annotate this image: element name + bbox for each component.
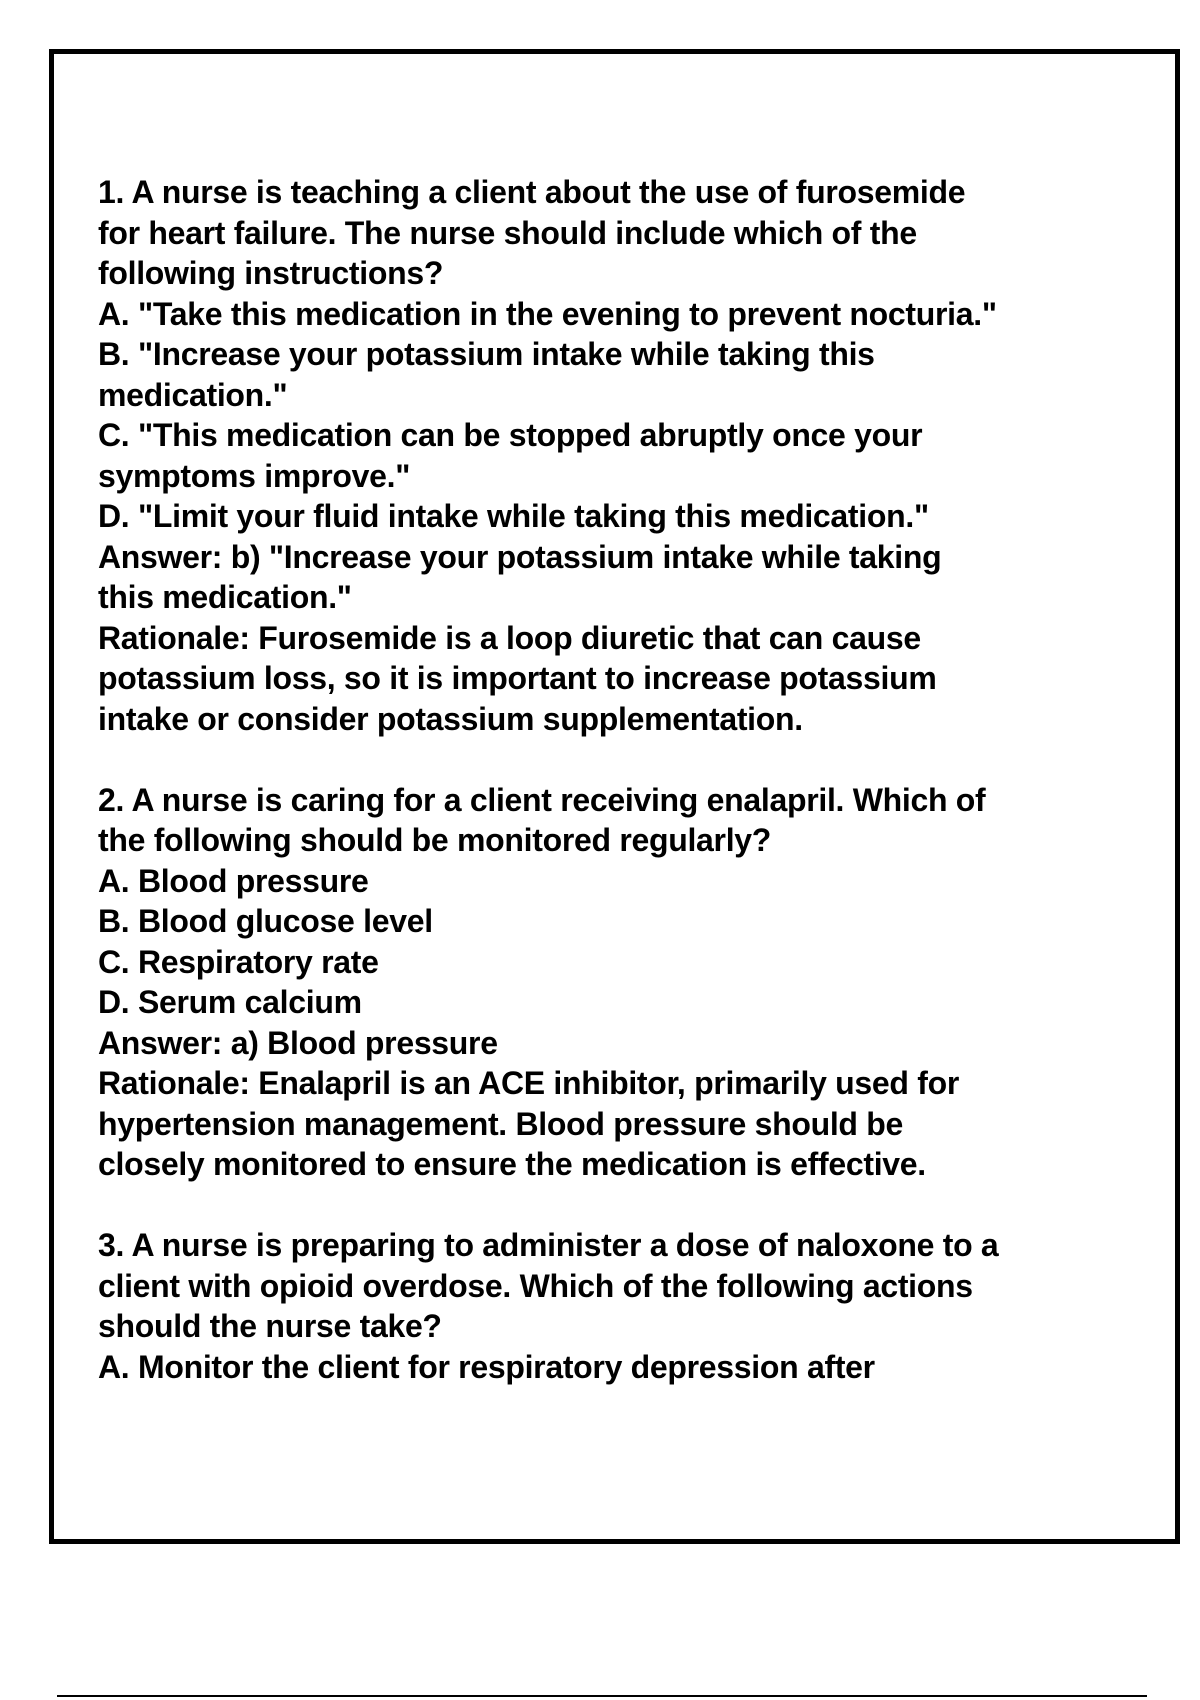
question-1: [98, 172, 1098, 739]
question-spacer: [98, 739, 1098, 780]
question-2-option-a: A. Blood pressure: [98, 862, 369, 899]
question-1-option-b: medication.": [98, 376, 288, 413]
question-2-option-b: B. Blood glucose level: [98, 903, 433, 939]
question-1-answer: this medication.": [98, 579, 352, 615]
question-1-answer: Answer: b) "Increase your potassium intake while taking: [98, 538, 942, 575]
question-2-option-d: D. Serum calcium: [98, 984, 362, 1020]
question-3-stem-line: client with opioid overdose. Which of the following actions: [98, 1267, 973, 1304]
question-3-stem-line: should the nurse take?: [98, 1308, 442, 1344]
question-2-rationale: closely monitored to ensure the medication is effective.: [98, 1146, 926, 1182]
question-2-rationale: Rationale: Enalapril is an ACE inhibitor, primarily used for: [98, 1065, 959, 1101]
question-3-stem-line: 3. A nurse is preparing to administer a dose of naloxone to a: [98, 1227, 999, 1263]
question-1-option-d: D. "Limit your fluid intake while taking this medication.": [98, 498, 929, 534]
question-1-option-c: C. "This medication can be stopped abruptly once your: [98, 417, 923, 453]
document-content: [98, 172, 1098, 1387]
question-1-rationale: Rationale: Furosemide is a loop diuretic that can cause: [98, 619, 921, 656]
question-1-stem-line: following instructions?: [98, 255, 444, 291]
question-spacer: [98, 1185, 1098, 1226]
question-2: [98, 780, 1098, 1185]
question-1-option-b: B. "Increase your potassium intake while taking this: [98, 336, 875, 372]
question-1-stem-line: for heart failure. The nurse should include which of the: [98, 214, 917, 251]
question-2-stem-line: 2. A nurse is caring for a client receiving enalapril. Which of: [98, 781, 986, 818]
question-3-option-a: A. Monitor the client for respiratory depression after: [98, 1348, 875, 1385]
question-3: [98, 1225, 1098, 1387]
question-1-option-a: A. "Take this medication in the evening to prevent nocturia.": [98, 295, 997, 332]
question-2-rationale: hypertension management. Blood pressure should be: [98, 1105, 904, 1142]
bottom-divider: [57, 1695, 1147, 1697]
question-2-option-c: C. Respiratory rate: [98, 943, 379, 980]
question-1-stem-line: 1. A nurse is teaching a client about the use of furosemide: [98, 174, 966, 210]
question-1-rationale: potassium loss, so it is important to increase potassium: [98, 660, 937, 696]
question-1-option-c: symptoms improve.": [98, 457, 411, 494]
question-2-stem-line: the following should be monitored regularly?: [98, 822, 772, 858]
question-2-answer: Answer: a) Blood pressure: [98, 1024, 498, 1061]
question-1-rationale: intake or consider potassium supplementation.: [98, 700, 803, 737]
